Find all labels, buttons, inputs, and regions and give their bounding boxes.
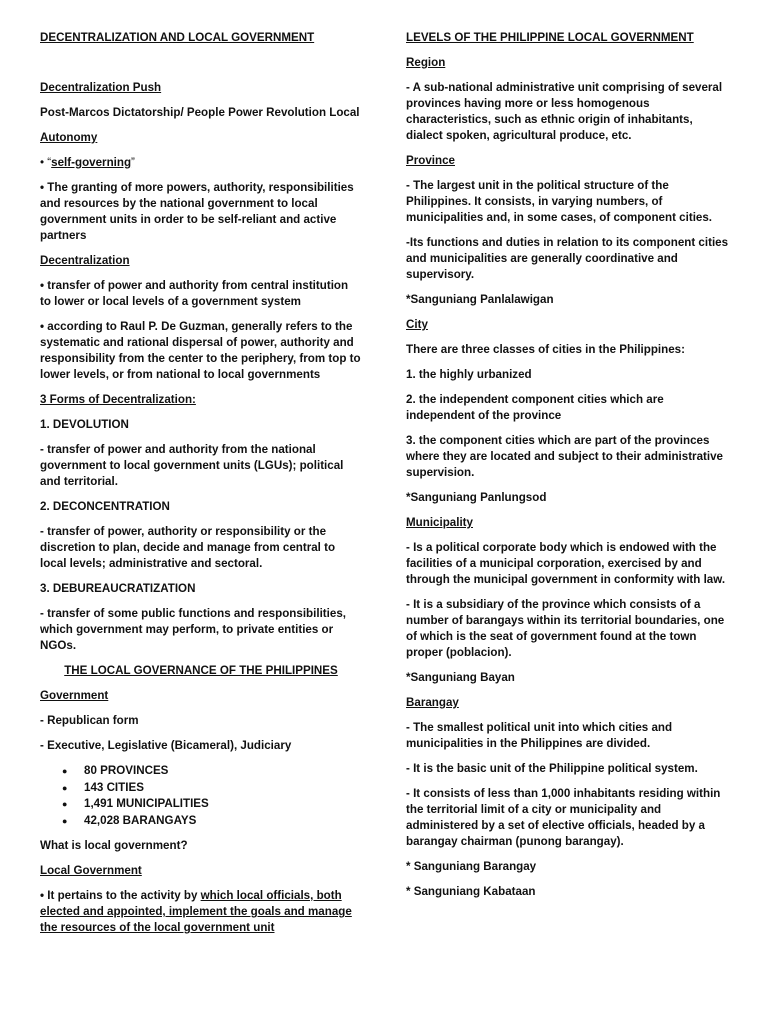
barangay-council2: * Sanguniang Kabataan <box>406 885 536 898</box>
local-government-text <box>40 888 362 936</box>
municipality-text1: - Is a political corporate body which is endowed with the facilities of a municipal corporation, exercised by and through the municipal government in conformity with law. <box>406 541 726 586</box>
city-class1: 1. the highly urbanized <box>406 368 532 381</box>
devolution-text: - transfer of power and authority from the national government to local government units (LGUs); political and territorial. <box>40 443 344 488</box>
province-heading: Province <box>406 154 455 167</box>
deconcentration-heading: 2. DECONCENTRATION <box>40 500 170 513</box>
city-intro: There are three classes of cities in the Philippines: <box>406 343 685 356</box>
autonomy-bullet <box>40 155 362 171</box>
question: What is local government? <box>40 839 188 852</box>
statistics-list <box>40 763 362 829</box>
municipality-text2: - It is a subsidiary of the province which consists of a number of barangays within its territorial boundaries, one of which is the seat of government found at the town proper (poblacion). <box>406 598 725 659</box>
devolution-heading: 1. DEVOLUTION <box>40 418 129 431</box>
list-item: ● 42,028 BARANGAYS <box>40 813 362 830</box>
province-text1: - The largest unit in the political structure of the Philippines. It consists, in varying numbers, of municipalities and, in some cases, of component cities. <box>406 179 713 224</box>
local-government-text-underlined: which local officials, both elected and appointed, implement the goals and manage the resources of the local government unit <box>40 889 352 934</box>
spacer <box>40 55 362 80</box>
province-text2: -Its functions and duties in relation to its component cities and municipalities are generally coordinative and supervisory. <box>406 236 729 281</box>
left-column <box>40 30 362 945</box>
push-heading: Decentralization Push <box>40 81 162 94</box>
levels-title: LEVELS OF THE PHILIPPINE LOCAL GOVERNMENT <box>406 31 694 44</box>
province-council: *Sanguniang Panlalawigan <box>406 293 554 306</box>
local-government-heading: Local Government <box>40 864 142 877</box>
barangay-text1: - The smallest political unit into which cities and municipalities in the Philippines are divided. <box>406 721 673 750</box>
decentralization-def1: • transfer of power and authority from central institution to lower or local levels of a government system <box>40 279 349 308</box>
forms-heading: 3 Forms of Decentralization: <box>40 393 196 406</box>
local-government-text-prefix: • It pertains to the activity by <box>40 889 201 902</box>
decentralization-def2: • according to Raul P. De Guzman, generally refers to the systematic and rational dispersal of power, authority and responsibility from the center to the periphery, from top to lower levels, or from national to local governments <box>40 320 361 381</box>
government-branches: - Executive, Legislative (Bicameral), Judiciary <box>40 739 292 752</box>
city-class3: 3. the component cities which are part of the provinces where they are located and subject to their administrative supervision. <box>406 434 723 479</box>
autonomy-definition: • The granting of more powers, authority, responsibilities and resources by the national government to local government units in order to be self-reliant and active partners <box>40 181 354 242</box>
right-column <box>406 30 732 909</box>
city-class2: 2. the independent component cities which are independent of the province <box>406 393 664 422</box>
push-text: Post-Marcos Dictatorship/ People Power Revolution Local <box>40 106 360 119</box>
region-text: - A sub-national administrative unit comprising of several provinces having more or less homogenous characteristics, such as ethnic origin of inhabitants, dialect spoken, agricultural produce, etc. <box>406 81 723 142</box>
autonomy-bullet-suffix: ” <box>131 156 135 169</box>
barangay-heading: Barangay <box>406 696 459 709</box>
barangay-council1: * Sanguniang Barangay <box>406 860 537 873</box>
list-item: ● 143 CITIES <box>40 780 362 797</box>
barangay-text3: - It consists of less than 1,000 inhabitants residing within the territorial limit of a city or municipality and administered by a set of elective officials, headed by a barangay chairman (punong barangay). <box>406 787 721 848</box>
government-heading: Government <box>40 689 109 702</box>
decentralization-heading: Decentralization <box>40 254 130 267</box>
governance-title: THE LOCAL GOVERNANCE OF THE PHILIPPINES <box>64 664 338 677</box>
autonomy-heading: Autonomy <box>40 131 98 144</box>
list-item: ● 1,491 MUNICIPALITIES <box>40 796 362 813</box>
list-item: ● 80 PROVINCES <box>40 763 362 780</box>
government-form: - Republican form <box>40 714 139 727</box>
document-title: DECENTRALIZATION AND LOCAL GOVERNMENT <box>40 31 315 44</box>
autonomy-bullet-prefix: • “ <box>40 156 52 169</box>
debureaucratization-heading: 3. DEBUREAUCRATIZATION <box>40 582 196 595</box>
region-heading: Region <box>406 56 446 69</box>
autonomy-bullet-term: self-governing <box>51 156 132 169</box>
debureaucratization-text: - transfer of some public functions and responsibilities, which government may perform, to private entities or NGOs. <box>40 607 346 652</box>
barangay-text2: - It is the basic unit of the Philippine political system. <box>406 762 698 775</box>
municipality-council: *Sanguniang Bayan <box>406 671 515 684</box>
municipality-heading: Municipality <box>406 516 473 529</box>
city-heading: City <box>406 318 428 331</box>
deconcentration-text: - transfer of power, authority or responsibility or the discretion to plan, decide and manage from central to local levels; administrative and sectoral. <box>40 525 336 570</box>
city-council: *Sanguniang Panlungsod <box>406 491 547 504</box>
